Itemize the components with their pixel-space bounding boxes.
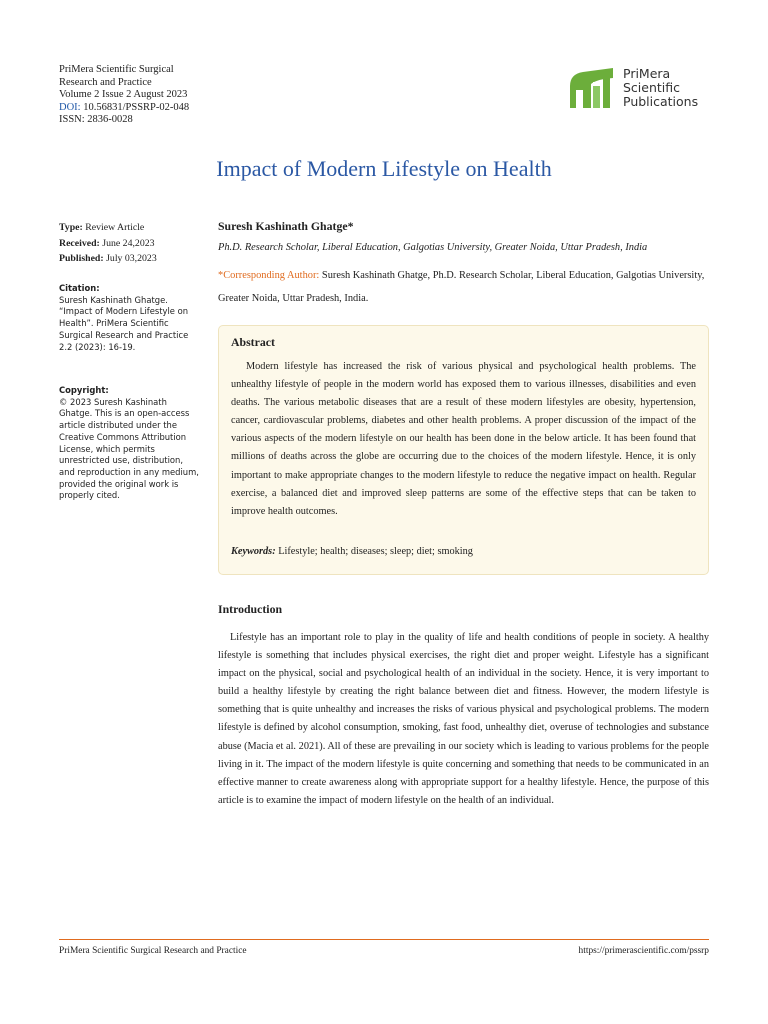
publisher-name-line1: PriMera: [623, 66, 671, 81]
received-label: Received:: [59, 237, 100, 249]
bar-chart-leaf-logo-icon: [567, 64, 617, 112]
copyright-block: [59, 385, 201, 502]
journal-doi: [59, 102, 189, 115]
abstract-text: Modern lifestyle has increased the risk of various physical and psychological health problems. The unhealthy lifestyle of people in the modern world has exposed them to various illnesses, disabilities and even deaths. The various metabolic diseases that are a result of these modern lifestyles are obesity, hypertension, cancer, cardiovascular problems, diabetes and other health problems. A proper discussion of the impact of the various aspects of the modern lifestyle on our health has been done in the below article. It has been found that millions of deaths across the globe are occurring due to the choices of the modern lifestyle. Hence, it is only important to make appropriate changes to the modern lifestyle to reduce the negative impact on health. Regular exercise, a balanced diet and improved sleep patterns are some of the effective steps that can be taken to improve health outcomes.: [231, 361, 696, 517]
publisher-name-line3: Publications: [623, 94, 699, 110]
published-value: July 03,2023: [106, 253, 157, 265]
type-label: Type:: [59, 222, 83, 233]
doi-link[interactable]: 10.56831/PSSRP-02-048: [83, 101, 190, 113]
citation-block: [59, 283, 201, 353]
footer-url[interactable]: https://primerascientific.com/pssrp: [578, 946, 709, 956]
copyright-text: © 2023 Suresh Kashinath Ghatge. This is an open-access article distributed under the Creative Commons Attribution License, which permits unrestricted use, distribution, and reproduction in any medium, provided the original work is properly cited.: [59, 396, 199, 501]
citation-text: Suresh Kashinath Ghatge. “Impact of Modern Lifestyle on Health”. PriMera Scientific Surgical Research and Practice 2.2 (2023): 16-19.: [59, 294, 189, 352]
journal-name-line2: Research and Practice: [59, 76, 152, 88]
journal-name-line1: PriMera Scientific Surgical: [59, 64, 174, 75]
doi-label: DOI:: [59, 101, 81, 113]
article-meta: [59, 220, 201, 267]
corresponding-author: [218, 264, 709, 310]
publisher-logo[interactable]: [567, 64, 717, 112]
keywords-text: Lifestyle; health; diseases; sleep; diet; smoking: [278, 546, 473, 557]
published-row: [59, 251, 201, 267]
footer-divider: [59, 939, 709, 940]
copyright-label: Copyright:: [59, 385, 109, 395]
journal-volume: Volume 2 Issue 2 August 2023: [59, 89, 188, 101]
introduction-paragraph: Lifestyle has an important role to play in the quality of life and health conditions of people in society. A healthy lifestyle is something that includes physical exercises, the right diet and proper weight. Lifestyle has a significant impact on the physical, social and psychological health of an individual in the society. Hence, it is very important to build a healthy lifestyle by creating the right balance between diet and fitness. However, the modern lifestyle is something that is quite unhealthy and increases the risks of various physical and psychological problems. The modern lifestyle is defined by alcohol consumption, smoking, fast food, unhealthy diet, overuse of technologies and substance abuse (Macia et al. 2021). All of these are prevailing in our society which is leading to various problems for the people living in it. The impact of the modern lifestyle is quite concerning and something that needs to be communicated in an effective manner to create awareness along with appropriate support for a healthy lifestyle. Hence, the purpose of this article is to examine the impact of modern lifestyle on the health of an individual.: [218, 632, 709, 806]
published-label: Published:: [59, 253, 104, 265]
type-row: [59, 220, 201, 236]
keywords-row: [231, 546, 473, 557]
citation-label: Citation:: [59, 283, 100, 293]
author-name: Suresh Kashinath Ghatge*: [218, 219, 354, 233]
received-row: [59, 236, 201, 252]
abstract-box: [218, 325, 709, 575]
publisher-name-line2: Scientific: [623, 80, 681, 96]
introduction-heading: Introduction: [218, 602, 283, 616]
received-value: June 24,2023: [102, 237, 155, 249]
corresponding-label: *Corresponding Author:: [218, 270, 320, 281]
author-affiliation: Ph.D. Research Scholar, Liberal Education, Galgotias University, Greater Noida, Uttar Pradesh, India: [218, 242, 648, 253]
footer-journal-name: PriMera Scientific Surgical Research and Practice: [59, 946, 247, 956]
journal-issn: ISSN: 2836-0028: [59, 114, 133, 126]
abstract-title: Abstract: [231, 335, 275, 349]
type-value: Review Article: [85, 222, 145, 233]
article-title: Impact of Modern Lifestyle on Health: [216, 156, 552, 181]
publisher-name: [623, 67, 698, 110]
journal-info: [59, 64, 189, 127]
corresponding-text: Suresh Kashinath Ghatge, Ph.D. Research Scholar, Liberal Education, Galgotias University, Greater Noida, Uttar Pradesh, India.: [218, 270, 705, 304]
keywords-label: Keywords:: [231, 546, 276, 557]
